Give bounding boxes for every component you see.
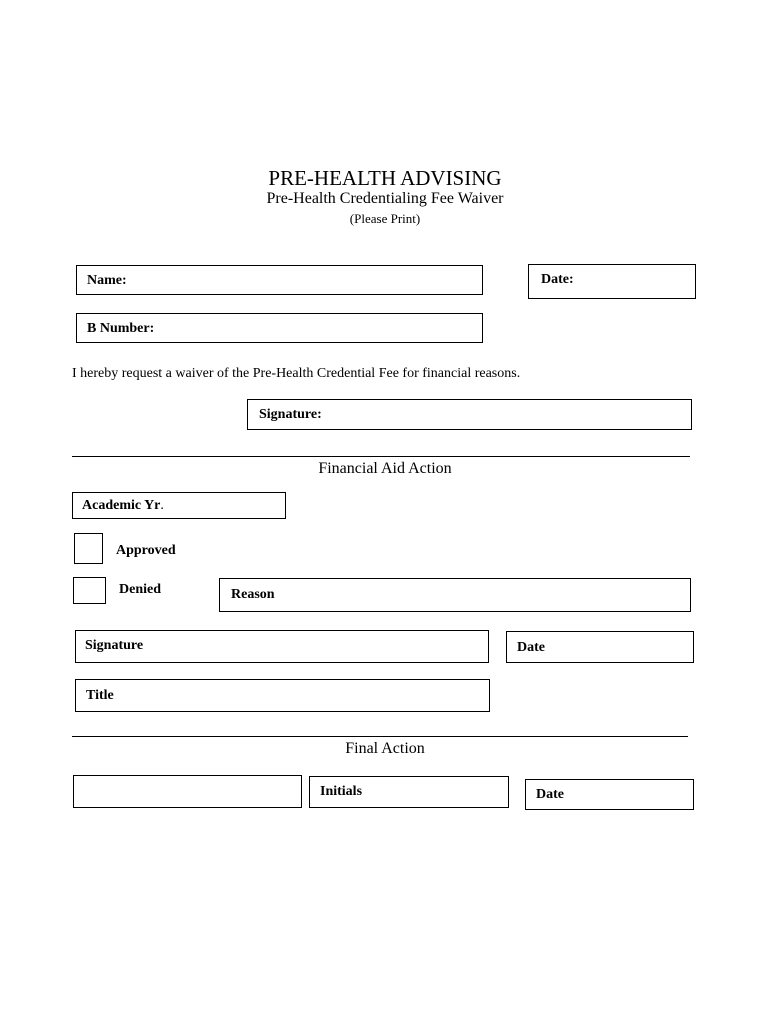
aid-signature-field[interactable]: [75, 630, 489, 663]
page-title: PRE-HEALTH ADVISING: [268, 166, 502, 190]
initials-field[interactable]: [309, 776, 509, 808]
final-date-field[interactable]: [525, 779, 694, 810]
initials-label: Initials: [320, 784, 363, 799]
academic-year-field[interactable]: [72, 492, 286, 519]
denied-label: Denied: [119, 582, 161, 597]
approved-checkbox[interactable]: [74, 533, 103, 564]
denied-checkbox[interactable]: [73, 577, 106, 604]
academic-year-label: Academic Yr: [82, 498, 161, 513]
date-field[interactable]: [528, 264, 696, 299]
final-date-label: Date: [536, 787, 564, 802]
print-note: (Please Print): [349, 211, 421, 226]
name-field[interactable]: [76, 265, 483, 295]
approved-label: Approved: [116, 543, 176, 558]
page-subtitle: Pre-Health Credentialing Fee Waiver: [266, 190, 504, 207]
reason-label: Reason: [231, 587, 275, 602]
section-divider: [72, 456, 690, 457]
title-field[interactable]: [75, 679, 490, 712]
date-label: Date:: [541, 272, 574, 287]
section-divider: [72, 736, 688, 737]
b-number-field[interactable]: [76, 313, 483, 343]
signature-field[interactable]: [247, 399, 692, 430]
waiver-statement: I hereby request a waiver of the Pre-Health Credential Fee for financial reasons.: [72, 366, 521, 381]
b-number-label: B Number:: [87, 321, 155, 336]
signature-label: Signature:: [259, 407, 322, 422]
title-label: Title: [86, 688, 114, 703]
aid-date-label: Date: [517, 640, 545, 655]
academic-year-suffix: .: [160, 498, 164, 513]
aid-signature-label: Signature: [85, 638, 144, 653]
financial-aid-heading: Financial Aid Action: [318, 460, 452, 477]
reason-field[interactable]: [219, 578, 691, 612]
final-action-heading: Final Action: [345, 740, 425, 757]
final-action-field[interactable]: [73, 775, 302, 808]
name-label: Name:: [87, 273, 127, 288]
aid-date-field[interactable]: [506, 631, 694, 663]
